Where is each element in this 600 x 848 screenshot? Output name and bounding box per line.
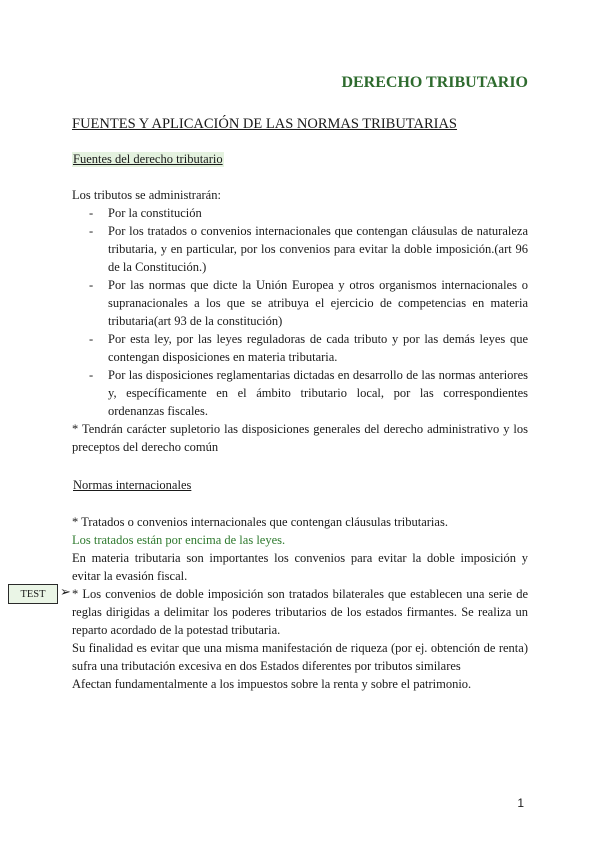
normas-block bbox=[72, 513, 528, 693]
subheading-fuentes: Fuentes del derecho tributario bbox=[73, 152, 223, 166]
normas-paragraph-4: * Los convenios de doble imposición son tratados bilaterales que establecen una serie de reglas dirigidas a delimitar los poderes tributarios de los estados firmantes. Se realiza un reparto acordado de la potestad tributaria. bbox=[72, 587, 528, 637]
normas-paragraph-1: * Tratados o convenios internacionales que contengan cláusulas tributarias. bbox=[72, 515, 448, 529]
fuentes-list bbox=[72, 204, 528, 420]
normas-paragraph-6: Afectan fundamentalmente a los impuestos sobre la renta y sobre el patrimonio. bbox=[72, 677, 472, 691]
test-badge: TEST bbox=[8, 584, 58, 604]
list-item-text: Por la constitución bbox=[108, 206, 202, 220]
page-number: 1 bbox=[517, 796, 524, 810]
document-title: DERECHO TRIBUTARIO bbox=[341, 74, 528, 91]
list-item: - Por esta ley, por las leyes reguladoras de cada tributo y por las demás leyes que contengan disposiciones en materia tributaria. bbox=[89, 332, 528, 364]
normas-paragraph-3: En materia tributaria son importantes los convenios para evitar la doble imposición y evitar la evasión fiscal. bbox=[72, 551, 528, 583]
normas-paragraph-2: Los tratados están por encima de las leyes. bbox=[72, 533, 286, 547]
list-item: - Por las disposiciones reglamentarias dictadas en desarrollo de las normas anteriores y, específicamente en el ámbito tributario local, por las correspondientes ordenanzas fiscales. bbox=[89, 368, 528, 418]
list-item: - Por la constitución bbox=[89, 206, 202, 220]
list-item: - Por las normas que dicte la Unión Europea y otros organismos internacionales o supranacionales a los que se atribuya el ejercicio de competencias en materia tributaria(art 93 de la constitución) bbox=[89, 278, 528, 328]
list-item-text: Por los tratados o convenios internacionales que contengan cláusulas de naturaleza tributaria, y en particular, por los convenios para evitar la doble imposición.(art 96 de la Constitución.) bbox=[108, 224, 528, 274]
list-item-text: Por esta ley, por las leyes reguladoras de cada tributo y por las demás leyes que contengan disposiciones en materia tributaria. bbox=[108, 332, 528, 364]
list-item-text: Por las disposiciones reglamentarias dictadas en desarrollo de las normas anteriores y, específicamente en el ámbito tributario local, por las correspondientes ordenanzas fiscales. bbox=[108, 368, 528, 418]
list-item: - Por los tratados o convenios internacionales que contengan cláusulas de naturaleza tributaria, y en particular, por los convenios para evitar la doble imposición.(art 96 de la Constitución.) bbox=[89, 224, 528, 274]
list-item-text: Por las normas que dicte la Unión Europea y otros organismos internacionales o supranacionales a los que se atribuya el ejercicio de competencias en materia tributaria(art 93 de la constitución) bbox=[108, 278, 528, 328]
section-title: FUENTES Y APLICACIÓN DE LAS NORMAS TRIBUTARIAS bbox=[72, 116, 458, 132]
normas-paragraph-5: Su finalidad es evitar que una misma manifestación de riqueza (por ej. obtención de renta) sufra una tributación excesiva en dos Estados diferentes por tributos similares bbox=[72, 641, 528, 673]
arrow-icon: ➢ bbox=[60, 585, 71, 600]
subheading-normas: Normas internacionales bbox=[73, 478, 192, 492]
fuentes-intro: Los tributos se administrarán: bbox=[72, 188, 221, 202]
fuentes-note: * Tendrán carácter supletorio las disposiciones generales del derecho administrativo y los preceptos del derecho común bbox=[72, 422, 528, 454]
fuentes-block bbox=[72, 186, 528, 456]
